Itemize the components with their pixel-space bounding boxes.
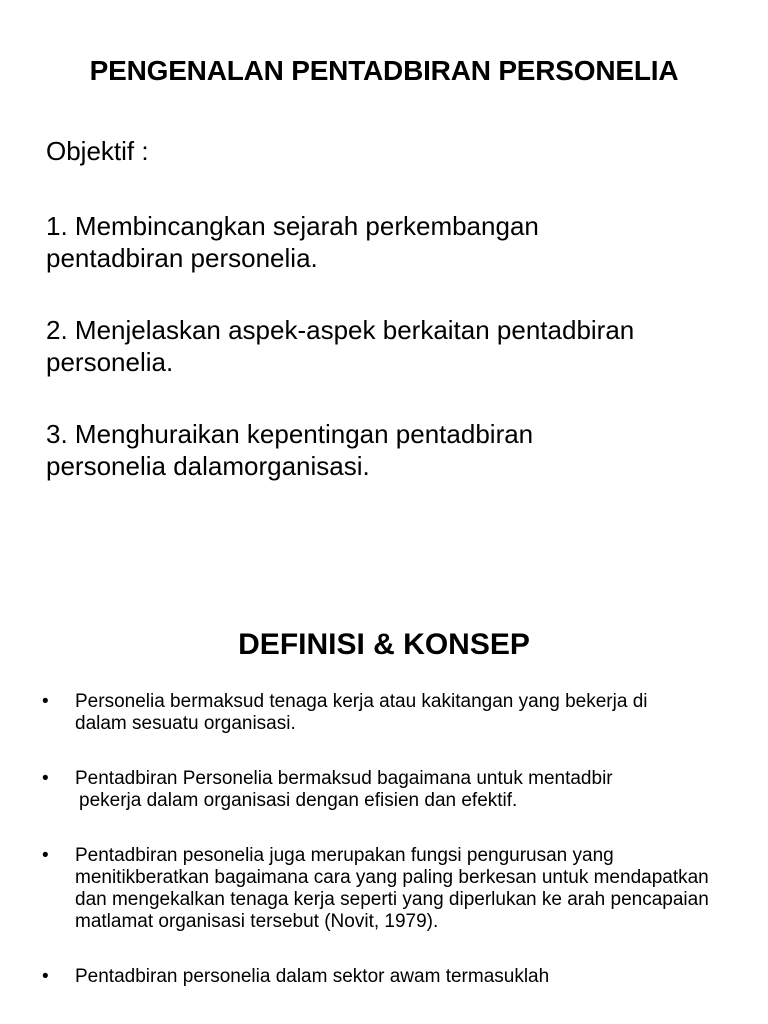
bullet-line: Pentadbiran Personelia bermaksud bagaimana untuk mentadbir [75,768,613,789]
objektif-label: Objektif : [46,136,149,166]
bullet-icon: • [42,768,49,789]
bullet-icon: • [42,691,49,712]
objective-line: personelia. [46,347,174,377]
bullet-item [42,768,732,812]
slide-definitions [0,590,768,1024]
slide-title: PENGENALAN PENTADBIRAN PERSONELIA [89,55,679,86]
objective-item [46,418,746,482]
slide-title: DEFINISI & KONSEP [238,628,530,661]
objective-line: 2. Menjelaskan aspek-aspek berkaitan pentadbiran [46,315,635,345]
objective-item [46,210,746,274]
bullet-text: Pentadbiran personelia dalam sektor awam termasuklah [75,966,550,987]
objectives-list [46,210,746,522]
objective-item [46,314,746,378]
objective-line: 1. Membincangkan sejarah perkembangan [46,211,539,241]
bullet-text: Pentadbiran pesonelia juga merupakan fungsi pengurusan yang menitikberatkan bagaimana cara yang paling berkesan untuk mendapatkan dan mengekalkan tenaga kerja seperti yang diperlukan ke arah pencapaian matlamat organisasi tersebut (Novit, 1979). [75,845,709,932]
objective-line: pentadbiran personelia. [46,243,318,273]
bullet-icon: • [42,966,49,987]
bullet-item [42,691,732,735]
bullet-line: dalam sesuatu organisasi. [75,713,296,734]
bullet-line: pekerja dalam organisasi dengan efisien dan efektif. [79,790,518,811]
bullet-item [42,966,732,988]
bullet-icon: • [42,845,49,866]
bullet-item [42,845,732,933]
bullet-line: Personelia bermaksud tenaga kerja atau kakitangan yang bekerja di [75,691,648,712]
objective-line: personelia dalamorganisasi. [46,451,370,481]
objective-line: 3. Menghuraikan kepentingan pentadbiran [46,419,534,449]
definitions-list [42,691,732,1021]
